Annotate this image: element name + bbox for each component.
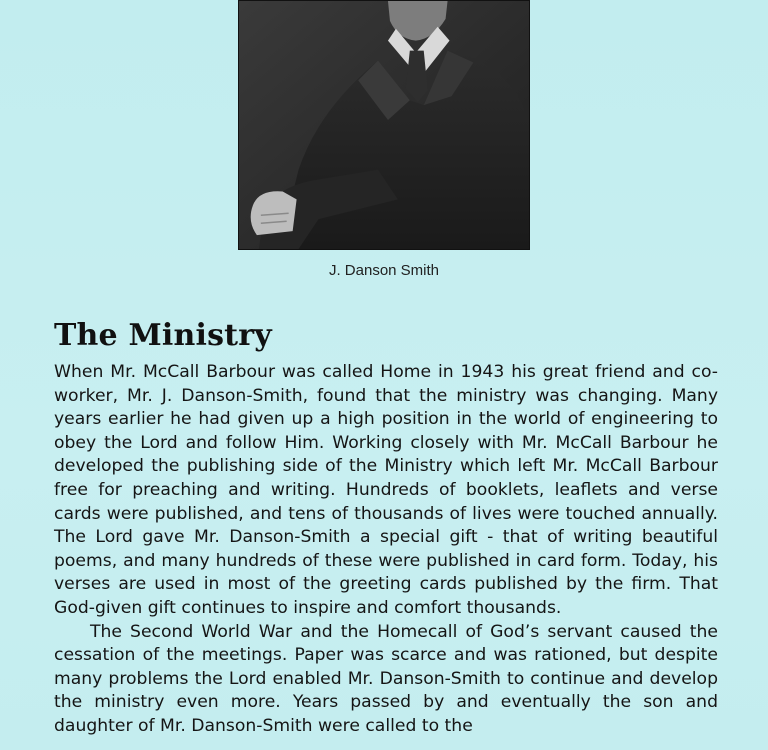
portrait-image xyxy=(239,1,529,249)
section-heading: The Ministry xyxy=(54,318,272,353)
paragraph-1: When Mr. McCall Barbour was called Home in 1943 his great friend and co-worker, Mr. J. Danson-Smith, found that the ministry was changing. Many years earlier he had given up a high position in the world of engineering to obey the Lord and follow Him. Working closely with Mr. McCall Barbour he developed the publishing side of the Ministry which left Mr. McCall Barbour free for preaching and writing. Hundreds of booklets, leaflets and verse cards were published, and tens of thousands of lives were touched annually. The Lord gave Mr. Danson-Smith a special gift - that of writing beautiful poems, and many hundreds of these were published in card form. Today, his verses are used in most of the greeting cards published by the firm. That God-given gift continues to inspire and comfort thousands. xyxy=(54,362,718,618)
portrait-photo xyxy=(238,0,530,250)
paragraph-2: The Second World War and the Homecall of God’s servant caused the cessation of the meetings. Paper was scarce and was rationed, but despite many problems the Lord enabled Mr. Danson-Smith to continue and develop the ministry even more. Years passed by and eventually the son and daughter of Mr. Danson-Smith were called to the xyxy=(54,621,718,736)
section-body xyxy=(54,361,718,739)
photo-caption: J. Danson Smith xyxy=(328,262,440,279)
